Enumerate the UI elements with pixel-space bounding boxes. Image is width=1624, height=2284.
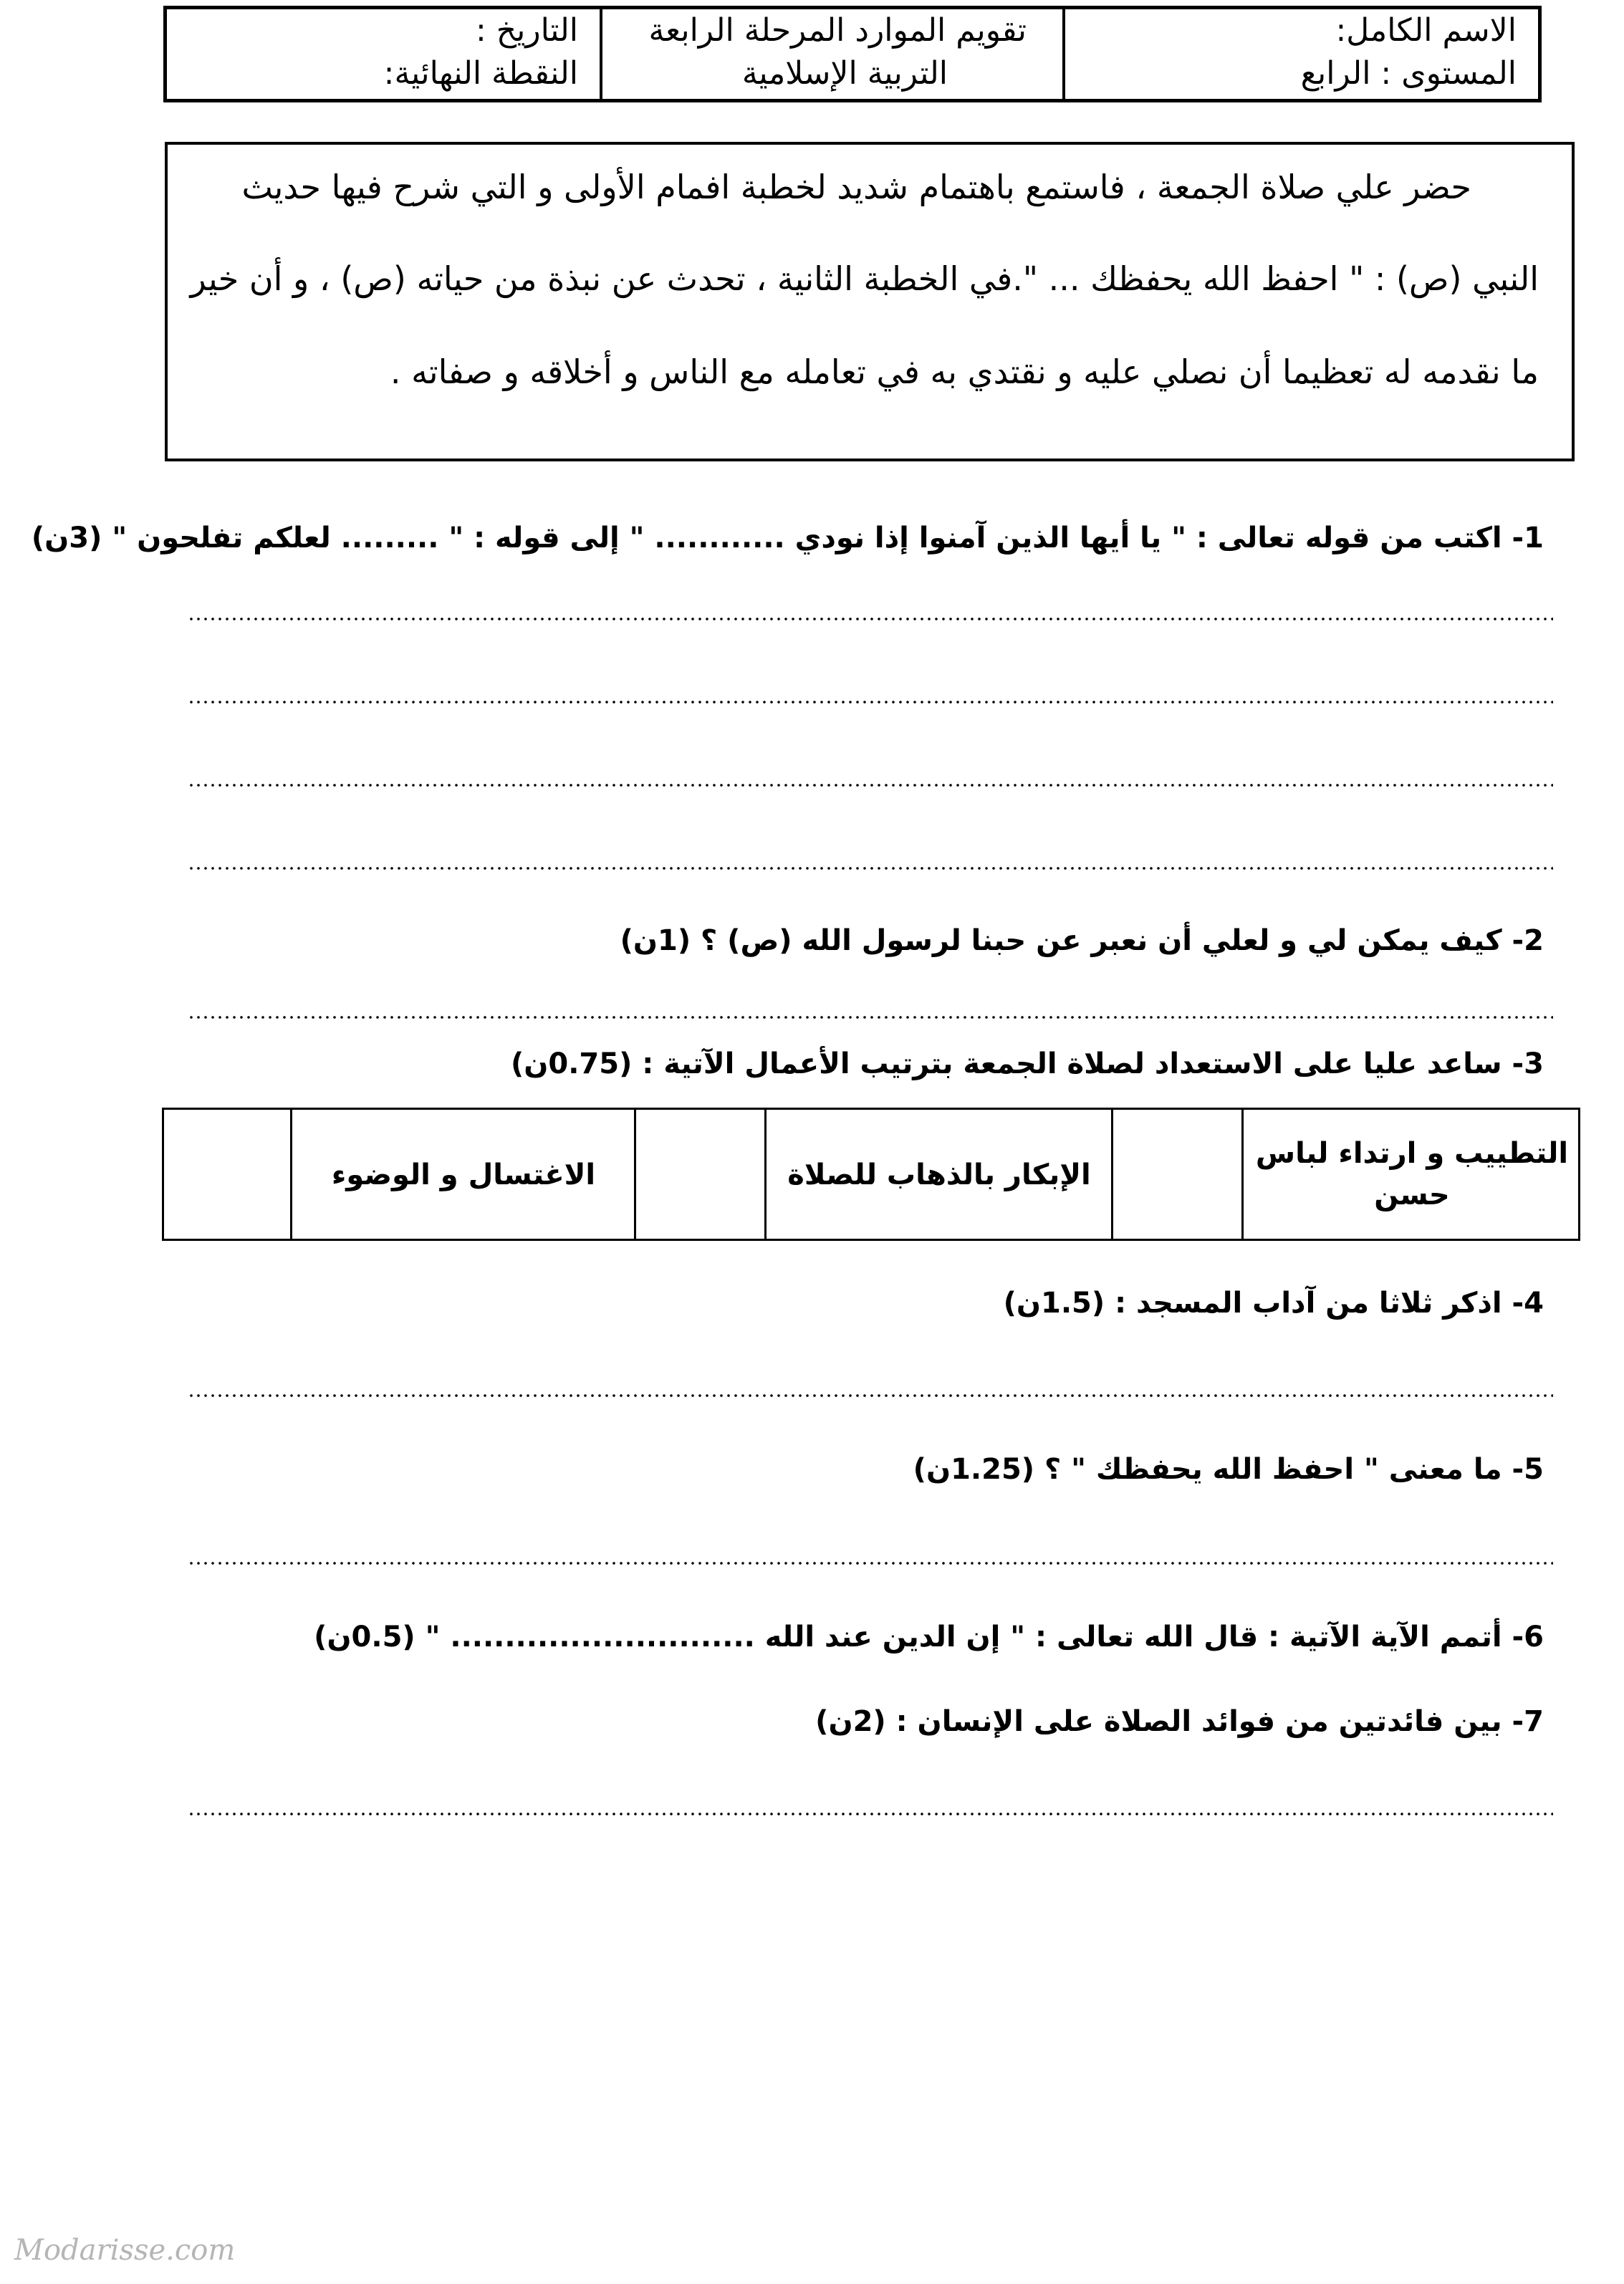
ordering-item-2: الإبكار بالذهاب للصلاة [787,1158,1091,1191]
date-score-cell [163,9,600,99]
answer-line[interactable] [188,618,1553,620]
ordering-item-1-line2: حسن [1374,1179,1450,1211]
answer-line[interactable] [188,867,1553,870]
question-5: 5- ما معنى " احفظ الله يحفظك " ؟ (1.25ن) [913,1453,1544,1486]
question-3: 3- ساعد عليا على الاستعداد لصلاة الجمعة بترتيب الأعمال الآتية : (0.75ن) [510,1047,1544,1080]
subject-title: التربية الإسلامية [741,55,948,92]
question-4: 4- اذكر ثلاثا من آداب المسجد : (1.5ن) [1003,1287,1544,1320]
final-score-label: النقطة النهائية: [383,55,578,92]
question-1: 1- اكتب من قوله تعالى : " يا أيها الذين آمنوا إذا نودي ............ " إلى قوله : " ......... لعلكم تفلحون " (3ن) [31,522,1544,555]
answer-line[interactable] [188,1394,1553,1397]
date-label: التاريخ : [475,12,578,49]
exam-title: تقويم الموارد المرحلة الرابعة [648,12,1027,49]
answer-line[interactable] [188,701,1553,704]
passage-line: ما نقدمه له تعظيما أن نصلي عليه و نقتدي به في تعامله مع الناس و أخلاقه و صفاته . [390,352,1539,391]
level-label: المستوى : الرابع [1300,55,1517,92]
passage-line: النبي (ص) : " احفظ الله يحفظك ... ".في الخطبة الثانية ، تحدث عن نبذة من حياته (ص) ، و أن خير [190,259,1539,298]
ordering-item-3: الاغتسال و الوضوء [331,1158,596,1191]
answer-line[interactable] [188,784,1553,787]
question-7: 7- بين فائدتين من فوائد الصلاة على الإنسان : (2ن) [815,1705,1544,1738]
order-answer-box-1[interactable] [1113,1110,1241,1239]
ordering-item-1 [1244,1133,1580,1216]
ordering-item-1-line1: التطييب و ارتداء لباس [1255,1137,1569,1170]
header-table [163,6,1542,102]
order-answer-box-3[interactable] [164,1110,290,1239]
answer-line[interactable] [188,1562,1553,1565]
passage-line: حضر علي صلاة الجمعة ، فاستمع باهتمام شديد لخطبة افمام الأولى و التي شرح فيها حديث [241,168,1471,206]
answer-line[interactable] [188,1813,1553,1815]
student-info-cell [1065,9,1538,99]
ordering-table [162,1108,1580,1241]
answer-line[interactable] [188,1016,1553,1019]
question-6: 6- أتمم الآية الآتية : قال الله تعالى : " إن الدين عند الله ............................ " (0.5ن) [314,1621,1544,1654]
order-answer-box-2[interactable] [636,1110,764,1239]
question-2: 2- كيف يمكن لي و لعلي أن نعبر عن حبنا لرسول الله (ص) ؟ (1ن) [620,924,1544,957]
watermark: Modarisse.com [14,2234,236,2267]
name-label: الاسم الكامل: [1335,12,1517,49]
reading-passage [165,142,1575,461]
exam-title-cell [600,9,1065,99]
